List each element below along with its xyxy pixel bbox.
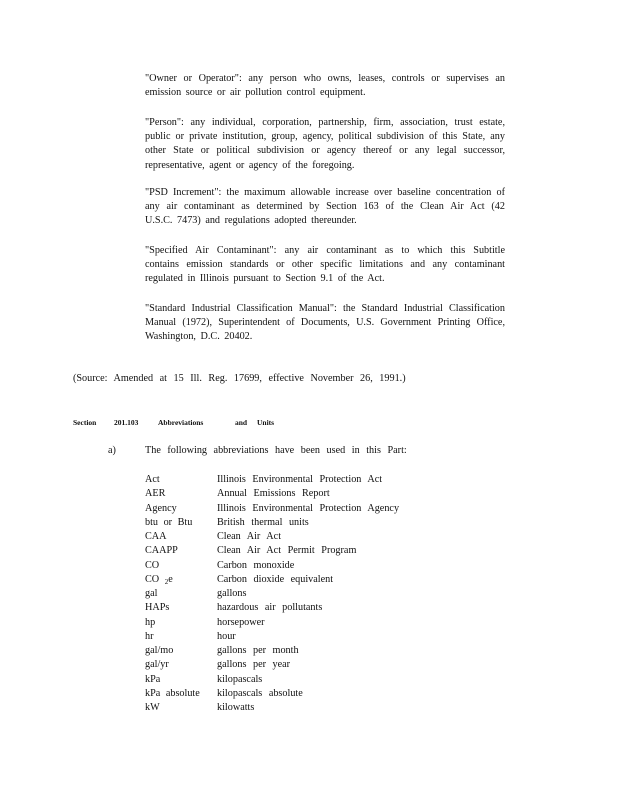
abbreviation-term-text: hp <box>145 616 156 628</box>
abbreviation-meaning: Carbon dioxide equivalent <box>217 573 334 585</box>
abbreviation-term <box>145 559 159 573</box>
abbreviation-row <box>145 473 445 487</box>
abbreviation-meaning: Carbon monoxide <box>217 559 295 571</box>
abbreviation-row <box>145 673 445 687</box>
abbreviation-term-text: CAAPP <box>145 545 178 557</box>
definition-sic-manual: "Standard Industrial Classification Manual": the Standard Industrial Classification Manual (1972), Superintendent of Documents, U.S. Government Printing Office, Washington, D.C. 20402. <box>145 303 505 343</box>
abbreviation-term <box>145 616 155 630</box>
abbreviation-term <box>145 630 154 644</box>
abbreviation-meaning: Clean Air Act <box>217 531 282 542</box>
abbreviation-term <box>145 644 173 658</box>
abbreviation-meaning: gallons <box>217 588 247 599</box>
abbreviation-row <box>145 487 445 501</box>
abbreviation-term-suffix: e <box>168 573 173 585</box>
abbreviation-term-text: gal/yr <box>145 659 169 671</box>
abbreviation-meaning: Illinois Environmental Protection Act <box>217 474 383 485</box>
abbreviation-meaning: hour <box>217 630 236 642</box>
abbreviation-term <box>145 601 169 615</box>
abbreviation-term <box>145 530 167 544</box>
abbreviation-meaning: gallons per month <box>217 645 299 656</box>
abbreviation-term-text: CAA <box>145 531 167 542</box>
section-title-and: and <box>235 418 248 427</box>
abbreviation-term-text: btu or Btu <box>145 516 193 528</box>
abbreviation-row <box>145 658 445 672</box>
abbreviation-meaning: British thermal units <box>217 516 309 528</box>
item-text: The following abbreviations have been used in this Part: <box>145 445 407 456</box>
abbreviation-meaning: hazardous air pollutants <box>217 602 323 614</box>
abbreviation-term-text: kPa <box>145 673 161 685</box>
abbreviation-meaning: kilopascals absolute <box>217 687 303 699</box>
abbreviation-meaning: Annual Emissions Report <box>217 488 330 500</box>
abbreviation-row <box>145 630 445 644</box>
abbreviation-term <box>145 587 157 601</box>
abbreviation-term-text: kPa absolute <box>145 687 200 699</box>
abbreviation-term-text: Act <box>145 474 160 485</box>
section-title-units: Units <box>257 418 275 427</box>
abbreviation-term-text: CO <box>145 559 160 571</box>
definition-specified-air-contaminant: "Specified Air Contaminant": any air contaminant as to which this Subtitle contains emission standards or other specific limitations and any contaminant regulated in Illinois pursuant to Section 9.1 of the Act. <box>145 245 505 285</box>
source-note: (Source: Amended at 15 Ill. Reg. 17699, effective November 26, 1991.) <box>73 373 406 384</box>
abbreviation-meaning: Clean Air Act Permit Program <box>217 545 357 557</box>
abbreviation-term-text: AER <box>145 488 166 500</box>
abbreviation-term <box>145 544 178 558</box>
abbreviation-row <box>145 544 445 558</box>
item-letter: a) <box>108 445 116 456</box>
abbreviation-term <box>145 502 177 516</box>
abbreviation-row <box>145 502 445 516</box>
definition-person: "Person": any individual, corporation, partnership, firm, association, trust estate, public or private institution, group, agency, political subdivision of this State, any other State or political subdivision or agency thereof or any legal successor, representative, agent or agency of the foregoing. <box>145 117 505 171</box>
abbreviation-row <box>145 559 445 573</box>
abbreviation-row <box>145 587 445 601</box>
abbreviation-meaning: Illinois Environmental Protection Agency <box>217 502 400 514</box>
abbreviation-meaning: kilopascals <box>217 673 263 685</box>
abbreviation-term-subscript: 2 <box>164 577 169 586</box>
abbreviation-term <box>145 701 160 715</box>
definition-owner-or-operator: "Owner or Operator": any person who owns, leases, controls or supervises an emission source or air pollution control equipment. <box>145 73 505 99</box>
abbreviation-term-text: Agency <box>145 502 177 514</box>
section-number: 201.103 <box>114 418 139 427</box>
abbreviation-term-text: gal <box>145 588 158 599</box>
abbreviation-row <box>145 701 445 715</box>
abbreviation-term-text: hr <box>145 630 154 642</box>
abbreviation-list <box>145 473 445 715</box>
abbreviation-term <box>145 516 192 530</box>
abbreviation-term-text: gal/mo <box>145 645 174 656</box>
abbreviation-term <box>145 473 160 487</box>
definition-psd-increment: "PSD Increment": the maximum allowable increase over baseline concentration of any air contaminant as determined by Section 163 of the Clean Air Act (42 U.S.C. 7473) and regulations adopted thereunder. <box>145 187 505 227</box>
abbreviation-row <box>145 530 445 544</box>
abbreviation-term-text: kW <box>145 702 160 713</box>
abbreviation-term-text: CO <box>145 573 160 585</box>
section-title: Abbreviations <box>158 418 204 427</box>
abbreviation-term-text: HAPs <box>145 602 170 614</box>
abbreviation-row <box>145 601 445 615</box>
abbreviation-term <box>145 658 169 672</box>
abbreviation-meaning: horsepower <box>217 616 265 628</box>
abbreviation-term <box>145 673 160 687</box>
abbreviation-term <box>145 687 200 701</box>
abbreviation-row <box>145 516 445 530</box>
abbreviation-row <box>145 616 445 630</box>
section-label: Section <box>73 418 97 427</box>
abbreviation-row <box>145 573 445 587</box>
abbreviation-term <box>145 487 165 501</box>
abbreviation-row <box>145 644 445 658</box>
abbreviation-meaning: kilowatts <box>217 702 255 713</box>
abbreviation-row <box>145 687 445 701</box>
abbreviation-meaning: gallons per year <box>217 659 291 671</box>
